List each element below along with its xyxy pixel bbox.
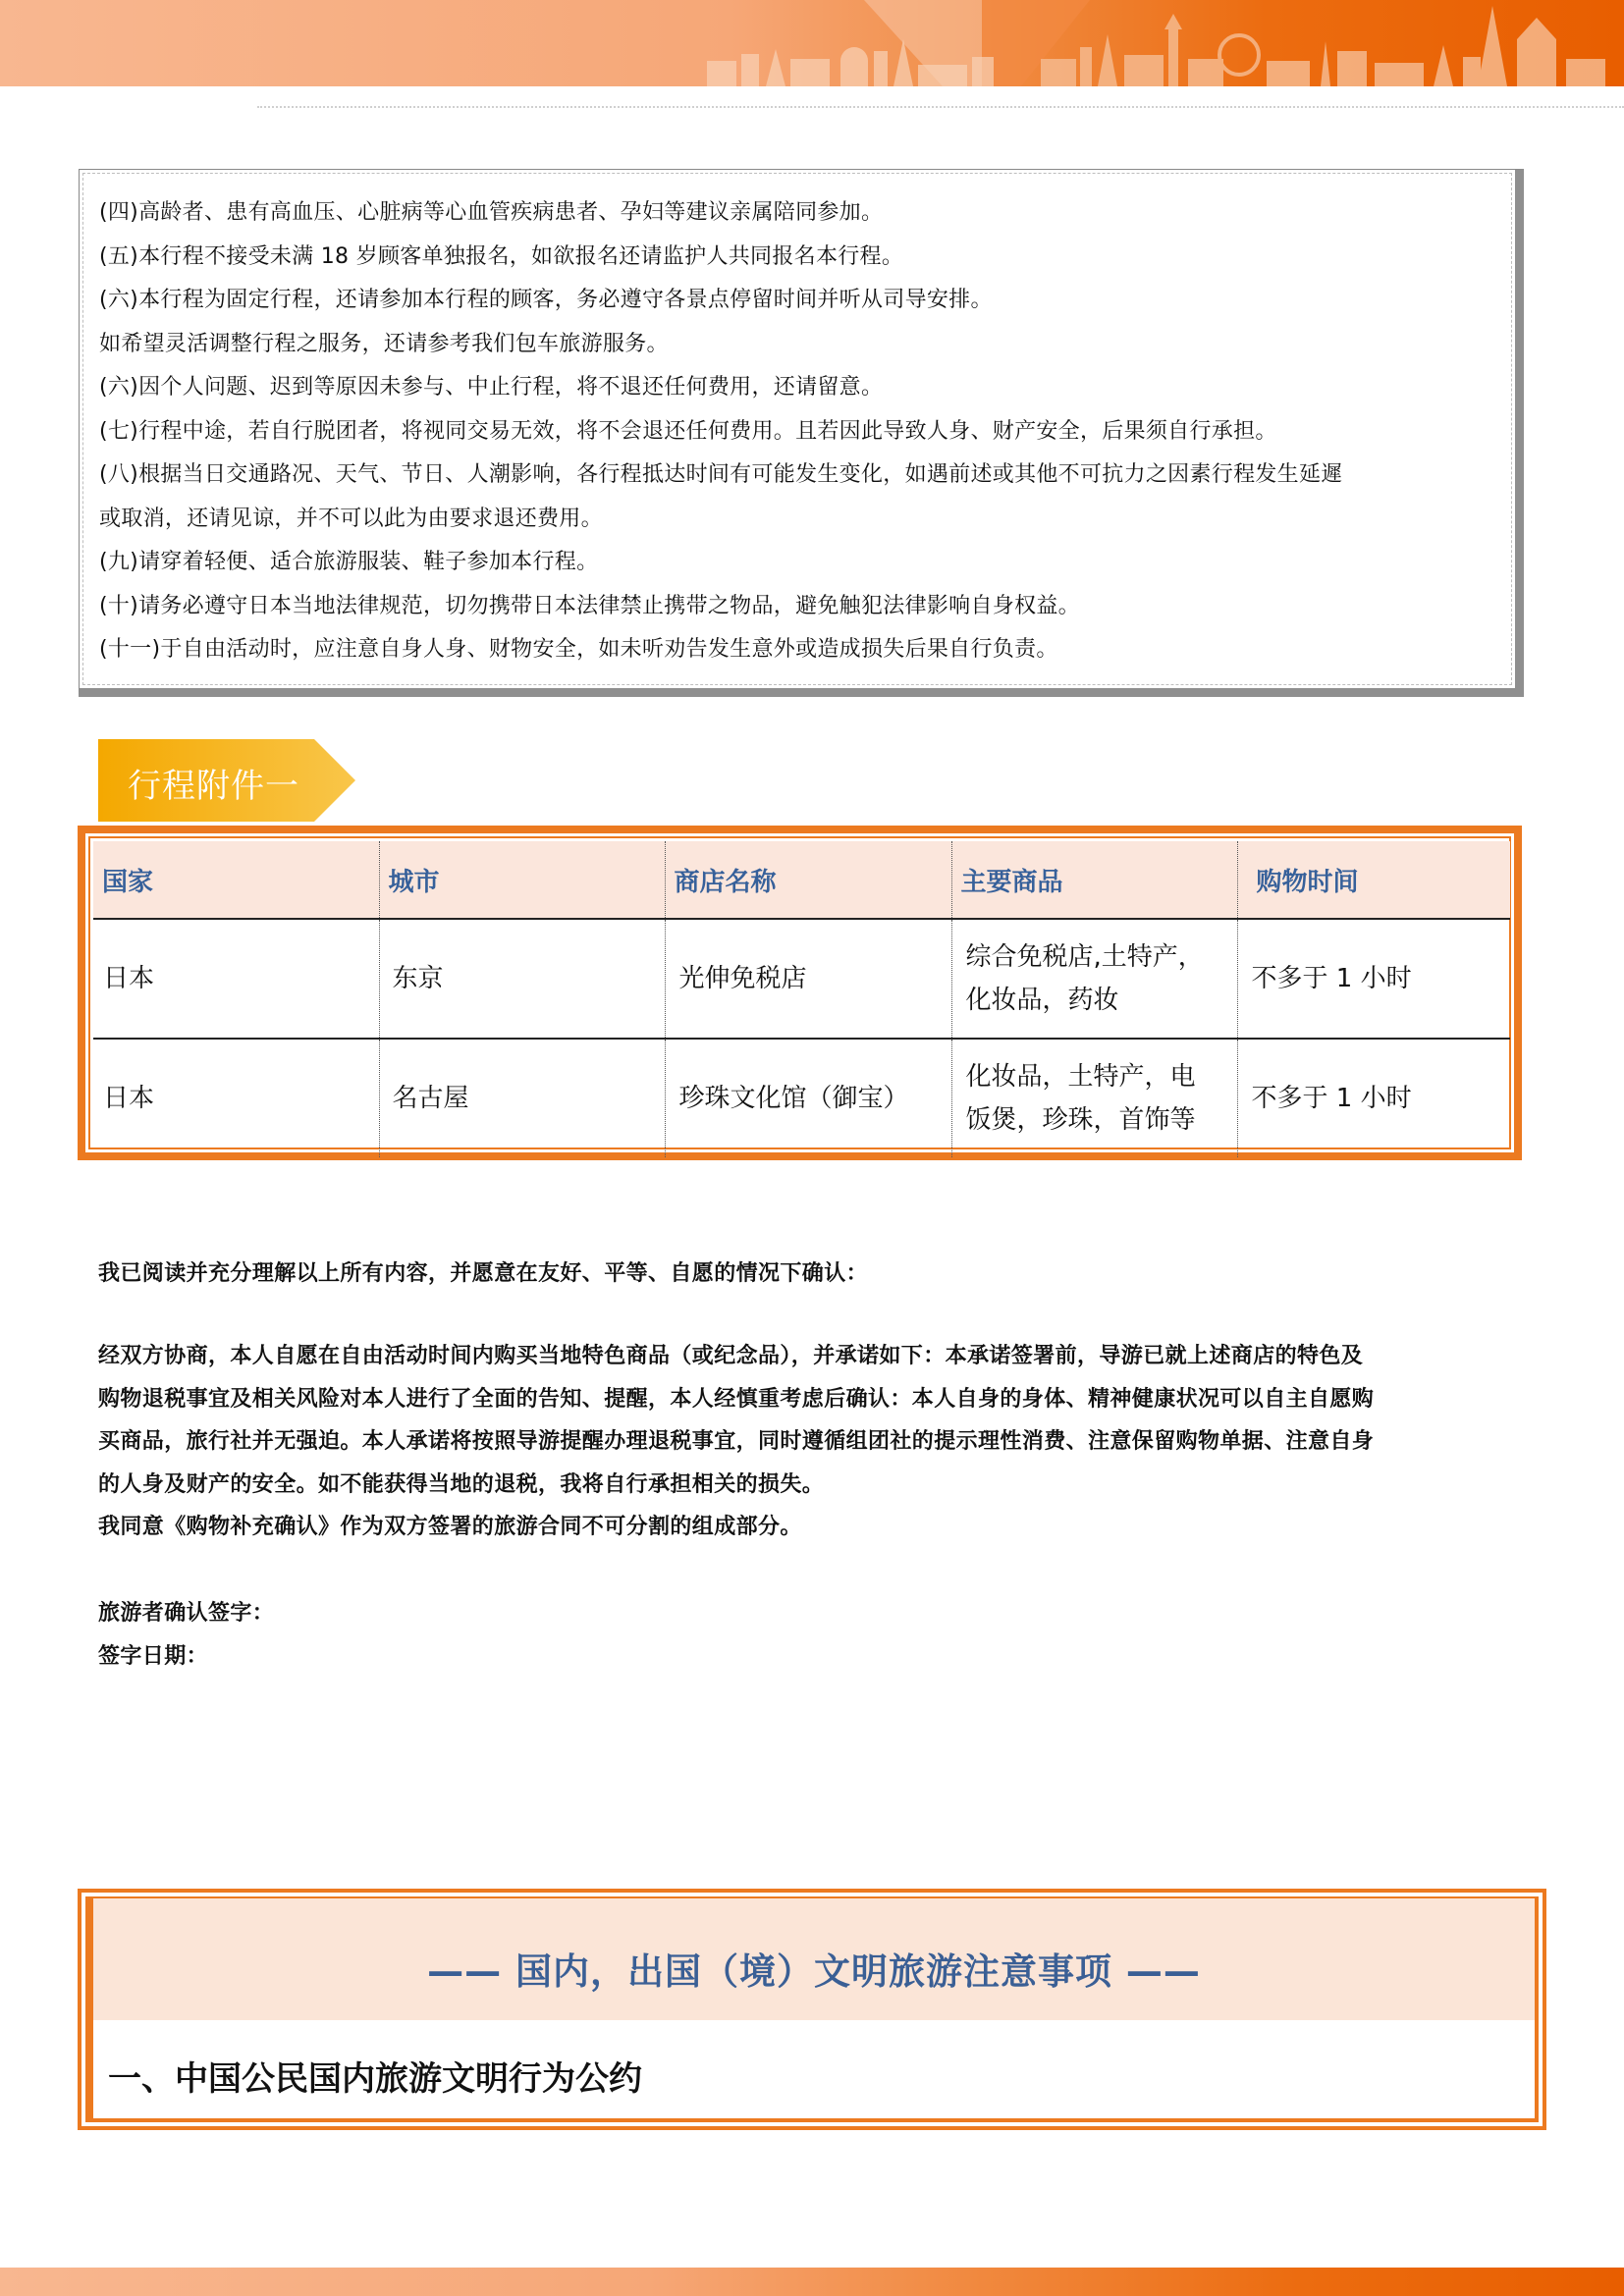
cell-city: 名古屋 bbox=[379, 1039, 665, 1157]
cell-goods bbox=[951, 1039, 1237, 1157]
cell-time: 不多于 1 小时 bbox=[1237, 1039, 1510, 1157]
note-item: (十)请务必遵守日本当地法律规范，切勿携带日本法律禁止携带之物品，避免触犯法律影响自身权益。 bbox=[99, 593, 1080, 618]
notes-list bbox=[99, 191, 1503, 672]
shop-table bbox=[93, 841, 1510, 1157]
attachment-tag bbox=[98, 739, 358, 822]
paragraph-line: 的人身及财产的安全。如不能获得当地的退税，我将自行承担相关的损失。 bbox=[98, 1471, 825, 1497]
goods-line: 饭煲，珍珠，首饰等 bbox=[965, 1105, 1196, 1135]
header-dotted-rule bbox=[257, 106, 1624, 108]
cell-goods bbox=[951, 919, 1237, 1039]
table-header-row bbox=[93, 841, 1510, 919]
note-item: (十一)于自由活动时，应注意自身人身、财物安全，如未听劝告发生意外或造成损失后果自行负责。 bbox=[99, 637, 1058, 662]
table-row bbox=[93, 919, 1510, 1039]
cell-shop: 珍珠文化馆（御宝） bbox=[665, 1039, 951, 1157]
column-header-shop: 商店名称 bbox=[665, 841, 951, 919]
note-item: 或取消，还请见谅，并不可以此为由要求退还费用。 bbox=[99, 506, 603, 531]
note-item: 如希望灵活调整行程之服务，还请参考我们包车旅游服务。 bbox=[99, 331, 669, 356]
civility-section-heading: 一、中国公民国内旅游文明行为公约 bbox=[108, 2059, 642, 2099]
column-header-country: 国家 bbox=[93, 841, 379, 919]
cell-city: 东京 bbox=[379, 919, 665, 1039]
paragraph-line: 购物退税事宜及相关风险对本人进行了全面的告知、提醒，本人经慎重考虑后确认：本人自身的身体、精神健康状况可以自主自愿购 bbox=[98, 1386, 1375, 1412]
footer-band bbox=[0, 2268, 1624, 2296]
column-header-city: 城市 bbox=[379, 841, 665, 919]
goods-line: 综合免税店,土特产， bbox=[965, 942, 1204, 972]
note-item: (五)本行程不接受未满 18 岁顾客单独报名，如欲报名还请监护人共同报名本行程。 bbox=[99, 243, 904, 269]
paragraph-line: 买商品，旅行社并无强迫。本人承诺将按照导游提醒办理退税事宜，同时遵循组团社的提示理性消费、注意保留购物单据、注意自身 bbox=[98, 1429, 1375, 1454]
shop-table-frame bbox=[78, 826, 1522, 1160]
note-item: (四)高龄者、患有高血压、心脏病等心血管疾病患者、孕妇等建议亲属陪同参加。 bbox=[99, 200, 884, 225]
column-header-time: 购物时间 bbox=[1237, 841, 1510, 919]
cell-shop: 光伸免税店 bbox=[665, 919, 951, 1039]
note-item: (六)本行程为固定行程，还请参加本行程的顾客，务必遵守各景点停留时间并听从司导安排。 bbox=[99, 288, 993, 312]
table-row bbox=[93, 1039, 1510, 1157]
civility-inner-frame bbox=[85, 1896, 1539, 2122]
note-item: (八)根据当日交通路况、天气、节日、人潮影响，各行程抵达时间有可能发生变化，如遇前述或其他不可抗力之因素行程发生延遲 bbox=[99, 462, 1343, 487]
confirmation-paragraph bbox=[98, 1335, 1532, 1549]
signature-date-label: 签字日期： bbox=[98, 1644, 209, 1669]
attachment-tag-label: 行程附件一 bbox=[128, 767, 299, 806]
city-skyline-decoration bbox=[0, 0, 1624, 86]
cell-country: 日本 bbox=[103, 1084, 155, 1113]
note-item: (七)行程中途，若自行脱团者，将视同交易无效，将不会退还任何费用。且若因此导致人身、财产安全，后果须自行承担。 bbox=[99, 418, 1277, 444]
note-item: (六)因个人问题、迟到等原因未参与、中止行程，将不退还任何费用，还请留意。 bbox=[99, 375, 884, 400]
cell-country: 日本 bbox=[93, 919, 379, 1039]
goods-line: 化妆品，药妆 bbox=[965, 986, 1119, 1015]
cell-time: 不多于 1 小时 bbox=[1237, 919, 1510, 1039]
note-item: (九)请穿着轻便、适合旅游服装、鞋子参加本行程。 bbox=[99, 550, 599, 574]
confirmation-intro: 我已阅读并充分理解以上所有内容，并愿意在友好、平等、自愿的情况下确认： bbox=[98, 1261, 869, 1286]
itinerary-notes-box bbox=[79, 169, 1524, 697]
paragraph-line: 经双方协商，本人自愿在自由活动时间内购买当地特色商品（或纪念品），并承诺如下：本承诺签署前，导游已就上述商店的特色及 bbox=[98, 1344, 1364, 1368]
column-header-goods: 主要商品 bbox=[951, 841, 1237, 919]
signature-label: 旅游者确认签字： bbox=[98, 1601, 275, 1626]
paragraph-line: 我同意《购物补充确认》作为双方签署的旅游合同不可分割的组成部分。 bbox=[98, 1515, 802, 1539]
civility-title: —— 国内，出国（境）文明旅游注意事项 —— bbox=[427, 1950, 1201, 1993]
goods-line: 化妆品，土特产，电 bbox=[965, 1062, 1196, 1092]
civility-section bbox=[78, 1889, 1546, 2130]
shop-table-inner bbox=[88, 836, 1511, 1149]
header-banner bbox=[0, 0, 1624, 86]
